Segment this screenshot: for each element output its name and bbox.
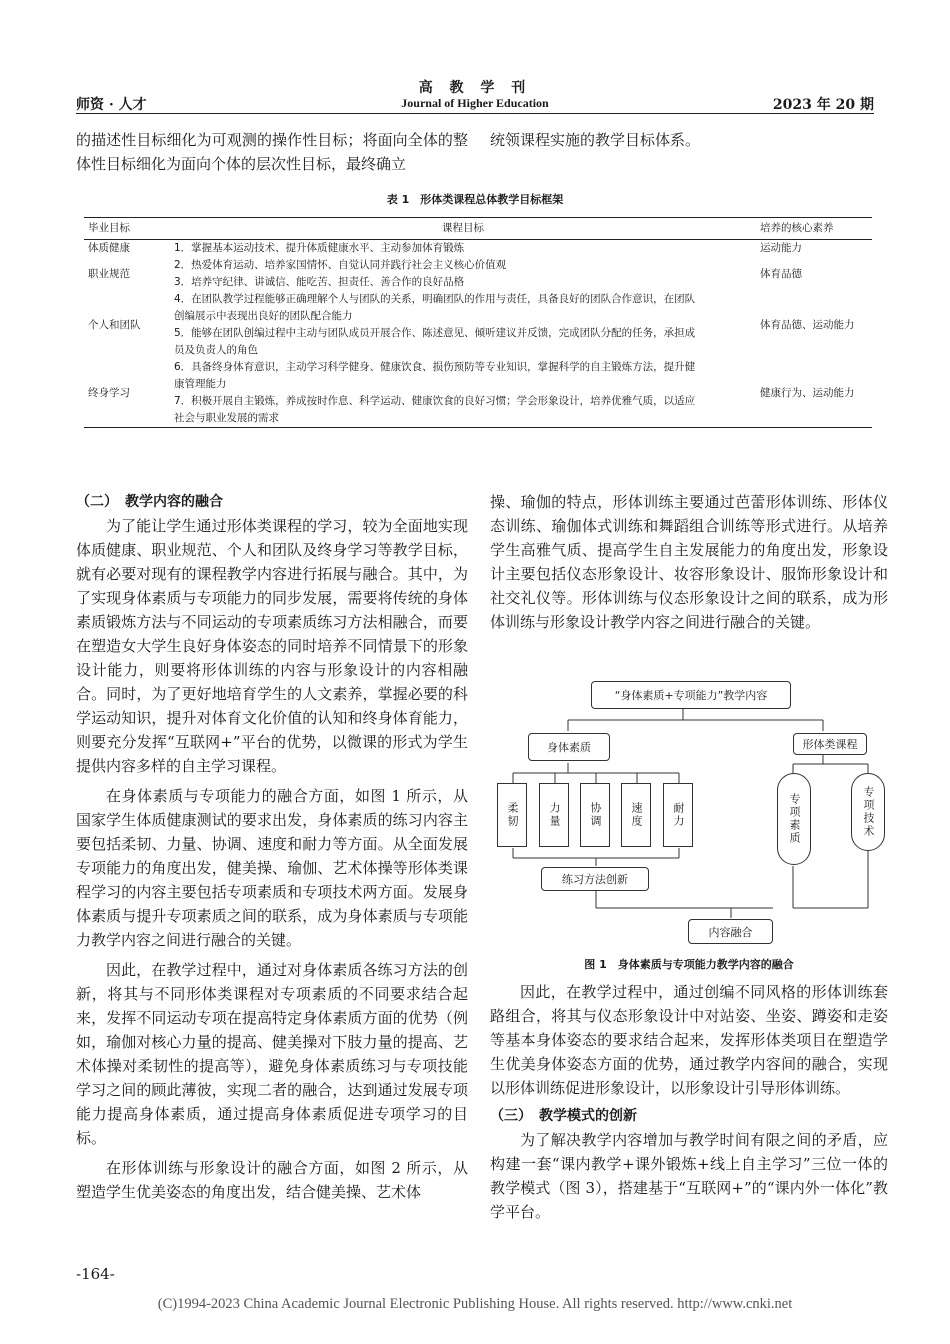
figure-course-node: 形体类课程 [793, 733, 867, 755]
figure-1 [483, 676, 888, 948]
intro-left-text: 的描述性目标细化为可观测的操作性目标；将面向全体的整体性目标细化为面向个体的层次性目标，最终确立 [76, 131, 468, 173]
table-cell-objective [170, 257, 756, 291]
objective-line: 6．具备终身体育意识，主动学习科学健身、健康饮食、损伤预防等专业知识，掌握科学的自主锻炼方法，提升健 [174, 361, 696, 373]
objective-line: 康管理能力 [174, 378, 227, 390]
objective-line: 2．热爱体育运动、培养家国情怀、自觉认同并践行社会主义核心价值观 [174, 259, 507, 271]
figure-quality-node: 力量 [539, 783, 569, 847]
section-label: 师资 · 人才 [76, 97, 147, 113]
table-row [84, 257, 872, 291]
table-cell-competency: 运动能力 [760, 242, 802, 254]
table-cell-objective [170, 240, 756, 258]
body-paragraph: 因此，在教学过程中，通过对身体素质各练习方法的创新，将其与不同形体类课程对专项素质的不同要求结合起来，发挥不同运动专项在提高特定身体素质方面的优势（例如，瑜伽对核心力量的提高、健美操对下肢力量的提高、艺术体操对柔韧性的提高等），避免身体素质练习与专项技能学习之间的顾此薄彼，实现二者的融合，达到通过发展专项能力提高身体素质，通过提高身体素质促进专项学习的目标。 [76, 961, 468, 1147]
figure-top-node: “身体素质+专项能力”教学内容 [591, 681, 791, 709]
figure-special-skill-node: 专项技术 [851, 773, 885, 851]
body-paragraph: 因此，在教学过程中，通过创编不同风格的形体训练套路组合，将其与仪态形象设计中对站姿、坐姿、蹲姿和走姿等基本身体姿态的要求结合起来，发挥形体类项目在塑造学生优美身体姿态方面的优势，通过教学内容间的融合，实现以形体训练促进形象设计，以形象设计引导形体训练。 [490, 983, 888, 1097]
figure-quality-node: 协调 [580, 783, 610, 847]
objective-line: 1．掌握基本运动技术、提升体质健康水平、主动参加体育锻炼 [174, 242, 465, 254]
table-row [84, 240, 872, 258]
goal-table [84, 217, 872, 428]
intro-right-text: 统领课程实施的教学目标体系。 [490, 131, 701, 149]
right-column-lower [490, 980, 888, 1230]
objective-line: 创编展示中表现出良好的团队配合能力 [174, 310, 353, 322]
figure-quality-node: 速度 [621, 783, 651, 847]
issue-label: 2023 年 20 期 [772, 97, 874, 113]
table-header: 培养的核心素养 [756, 218, 872, 240]
table-cell-goal: 个人和团队 [88, 318, 141, 331]
figure-method-node: 练习方法创新 [541, 867, 649, 891]
table-row [84, 291, 872, 359]
body-paragraph: 为了解决教学内容增加与教学时间有限之间的矛盾，应构建一套“课内教学+课外锻炼+线上自主学习”三位一体的教学模式（图 3），搭建基于“互联网+”的“课内外一体化”教学平台。 [490, 1131, 888, 1221]
table-header: 毕业目标 [84, 218, 170, 240]
table-cell-competency: 体育品德 [760, 267, 802, 280]
journal-title-en: Journal of Higher Education [401, 96, 549, 110]
left-column [76, 490, 468, 1210]
body-paragraph: 在身体素质与专项能力的融合方面，如图 1 所示，从国家学生体质健康测试的要求出发，身体素质的练习内容主要包括柔韧、力量、协调、速度和耐力等方面。从全面发展专项能力的角度出发，健美操、瑜伽、艺术体操等形体类课程学习的内容主要包括专项素质和专项技术两方面。发展身体素质与提升专项素质之间的联系，成为身体素质与专项能力教学内容之间进行融合的关键。 [76, 787, 468, 949]
objective-line: 5．能够在团队创编过程中主动与团队成员开展合作、陈述意见、倾听建议并反馈，完成团队分配的任务，承担成 [174, 327, 696, 339]
objective-line: 社会与职业发展的需求 [174, 412, 279, 424]
body-paragraph: 在形体训练与形象设计的融合方面，如图 2 所示，从塑造学生优美姿态的角度出发，结合健美操、艺术体 [76, 1159, 468, 1201]
table-cell-competency: 体育品德、运动能力 [760, 318, 855, 331]
objective-line: 4．在团队教学过程能够正确理解个人与团队的关系，明确团队的作用与责任，具备良好的团队合作意识，在团队 [174, 293, 696, 305]
figure-physical-node: 身体素质 [528, 733, 610, 761]
objective-line: 7．积极开展自主锻炼，养成按时作息、科学运动、健康饮食的良好习惯；学会形象设计，培养优雅气质，以适应 [174, 395, 696, 407]
figure-special-quality-node: 专项素质 [777, 773, 811, 865]
table-cell-competency: 健康行为、运动能力 [756, 359, 872, 428]
figure-quality-node: 耐力 [663, 783, 693, 847]
figure-quality-node: 柔韧 [497, 783, 527, 847]
table-cell-objective [170, 291, 756, 359]
copyright-line: (C)1994-2023 China Academic Journal Electronic Publishing House. All rights reserved. http://www.cnki.net [157, 1296, 793, 1312]
figure-fusion-node: 内容融合 [688, 919, 773, 944]
table-caption: 表 1 形体类课程总体教学目标框架 [386, 193, 564, 206]
table-cell-objective [170, 359, 756, 428]
table-cell-goal: 体质健康 [88, 242, 130, 254]
right-paragraph-top: 操、瑜伽的特点，形体训练主要通过芭蕾形体训练、形体仪态训练、瑜伽体式训练和舞蹈组合训练等形式进行。从培养学生高雅气质、提高学生自主发展能力的角度出发，形象设计主要包括仪态形象设计、妆容形象设计、服饰形象设计和社交礼仪等。形体训练与仪态形象设计之间的联系，成为形体训练与形象设计教学内容之间进行融合的关键。 [490, 493, 888, 631]
objective-line: 员及负责人的角色 [174, 344, 258, 356]
journal-title-cn: 高 教 学 刊 [418, 80, 532, 96]
header-rule [76, 113, 874, 114]
table-row [84, 359, 872, 428]
section-heading: （三） 教学模式的创新 [490, 1108, 637, 1124]
table-cell-goal: 终身学习 [84, 359, 170, 428]
table-cell-goal: 职业规范 [88, 267, 130, 280]
table-header: 课程目标 [170, 218, 756, 240]
figure-caption: 图 1 身体素质与专项能力教学内容的融合 [584, 958, 794, 971]
body-paragraph: 为了能让学生通过形体类课程的学习，较为全面地实现体质健康、职业规范、个人和团队及终身学习等教学目标，就有必要对现有的课程教学内容进行拓展与融合。其中，为了实现身体素质与专项能力的同步发展，需要将传统的身体素质锻炼方法与不同运动的专项素质练习方法相融合，而要在塑造女大学生良好身体姿态的同时培养不同情景下的形象设计能力，则要将形体训练的内容与形象设计的内容相融合。同时，为了更好地培育学生的人文素养，掌握必要的科学运动知识，提升对体育文化价值的认知和终身体育能力，则要充分发挥“互联网+”平台的优势，以微课的形式为学生提供内容多样的自主学习课程。 [76, 517, 468, 775]
objective-line: 3．培养守纪律、讲诚信、能吃苦、担责任、善合作的良好品格 [174, 276, 465, 288]
section-heading: （二） 教学内容的融合 [76, 494, 223, 510]
page-number: -164- [76, 1265, 115, 1283]
